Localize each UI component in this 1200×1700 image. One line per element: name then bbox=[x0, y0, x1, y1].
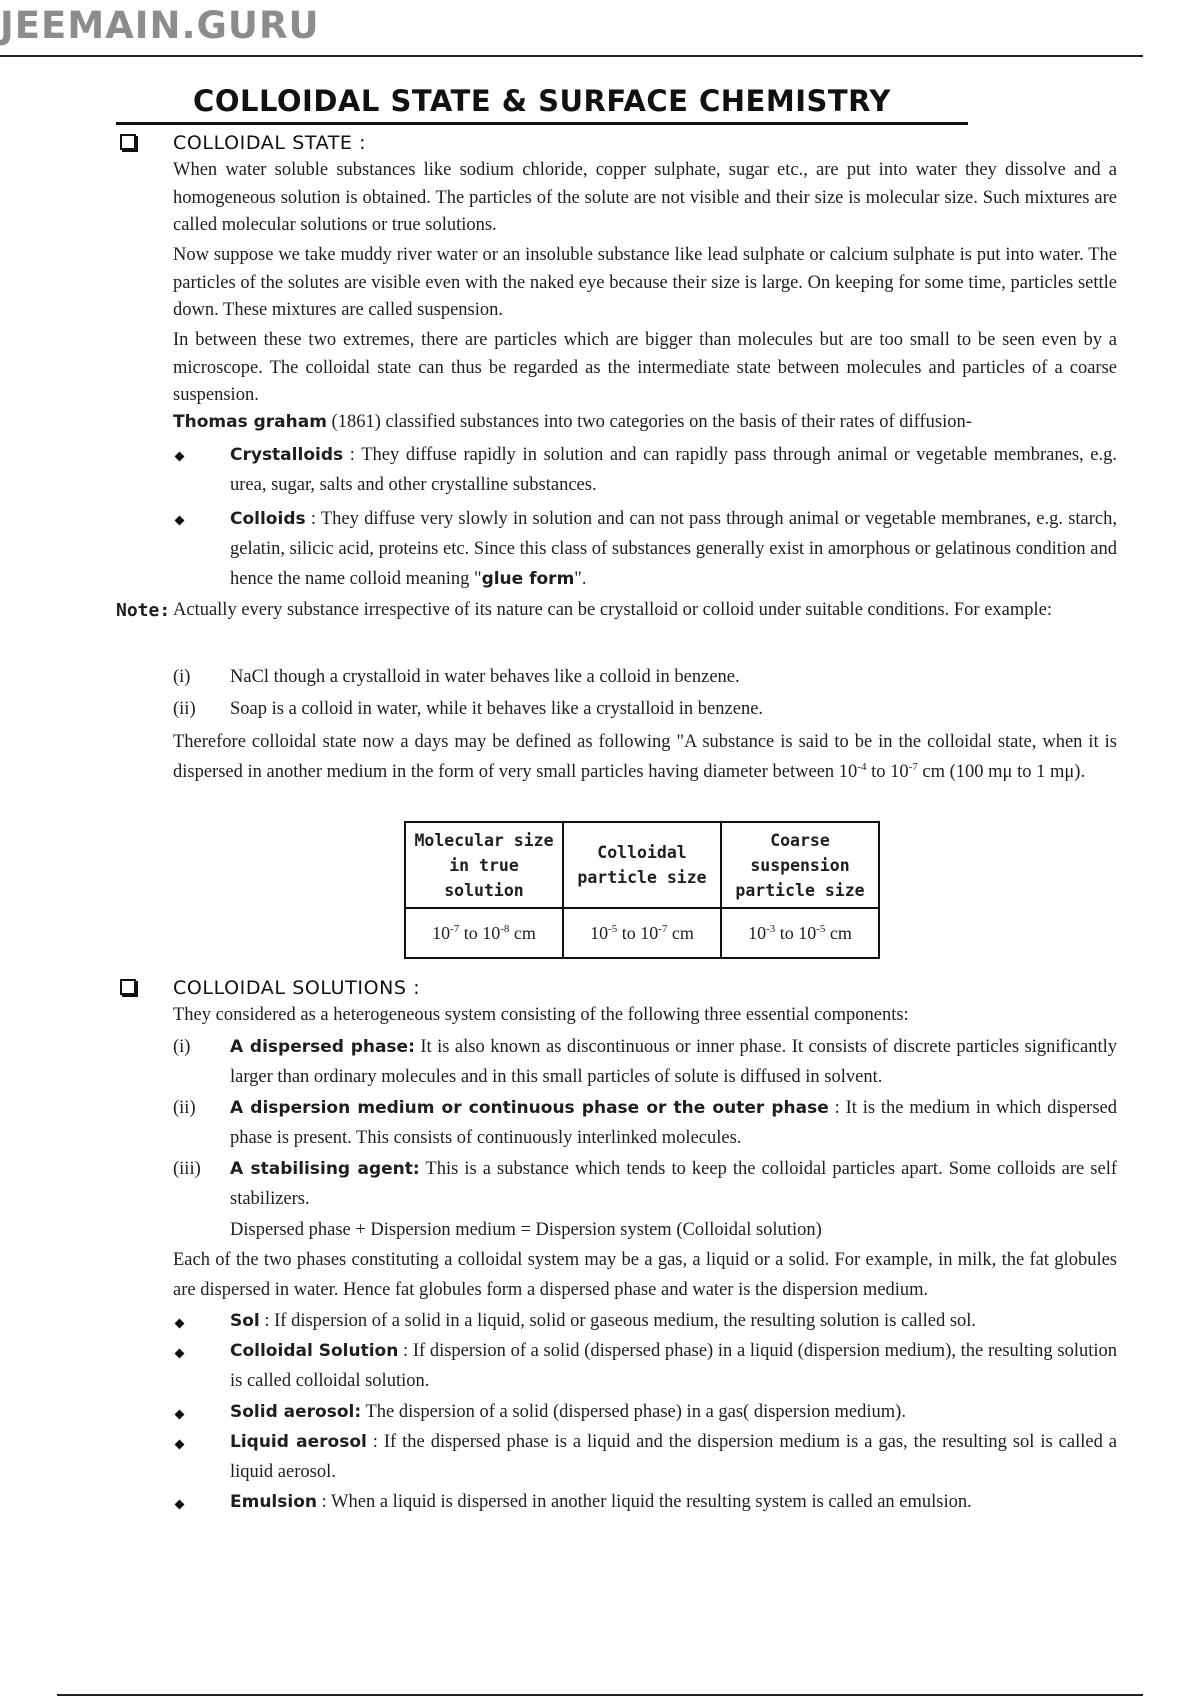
bullet-icon bbox=[175, 1440, 185, 1450]
exponent: -4 bbox=[857, 760, 867, 773]
component-stabilising-agent bbox=[230, 1154, 1117, 1214]
emulsion-text: : When a liquid is dispersed in another liquid the resulting system is called an emulsion. bbox=[316, 1492, 972, 1512]
component-term: A stabilising agent: bbox=[230, 1159, 420, 1179]
bullet-crystalloids bbox=[230, 440, 1117, 500]
table-header-cell: Colloidal particle size bbox=[563, 822, 721, 908]
component-number: (ii) bbox=[173, 1098, 196, 1118]
colloids-text-end: ". bbox=[574, 569, 587, 589]
header-rule bbox=[0, 55, 1143, 57]
bullet-icon bbox=[175, 1319, 185, 1329]
paragraph-two-phases: Each of the two phases constituting a colloidal system may be a gas, a liquid or a solid. For example, in milk, the fat globules are dispersed in water. Hence fat globules form a dispersed phase and water is the dispersion medium. bbox=[173, 1250, 1117, 1300]
bullet-icon bbox=[175, 452, 185, 462]
table-header-row bbox=[405, 822, 879, 908]
title-underline bbox=[116, 122, 968, 125]
section-heading-colloidal-state: COLLOIDAL STATE : bbox=[173, 132, 367, 154]
bullet-icon bbox=[175, 516, 185, 526]
term-crystalloids: Crystalloids bbox=[230, 445, 344, 465]
term-colloids: Colloids bbox=[230, 509, 306, 529]
bullet-icon bbox=[175, 1500, 185, 1510]
component-number: (i) bbox=[173, 1037, 191, 1057]
definition-text: Therefore colloidal state now a days may be defined as following "A substance is said to be in the colloidal state, when it is dispersed in another medium in the form of very small particles having diameter between 10 bbox=[173, 732, 1117, 782]
paragraph-true-solutions: When water soluble substances like sodium chloride, copper sulphate, sugar etc., are put into water they dissolve and a homogeneous solution is obtained. The particles of the solute are not visible and their size is molecular size. Such mixtures are called molecular solutions or true solutions. bbox=[173, 160, 1117, 235]
liquid-aerosol-text: : If the dispersed phase is a liquid and the dispersion medium is a gas, the resulting sol is called a liquid aerosol. bbox=[230, 1432, 1117, 1482]
component-text: This is a substance which tends to keep the colloidal particles apart. Some colloids are self stabilizers. bbox=[230, 1159, 1117, 1209]
bullet-icon bbox=[175, 1349, 185, 1359]
component-text: It is also known as discontinuous or inner phase. It consists of discrete particles significantly larger than ordinary molecules and in this small particles of solute is diffused in solvent. bbox=[230, 1037, 1117, 1087]
component-text: : It is the medium in which dispersed phase is present. This consists of continuously interlinked molecules. bbox=[230, 1098, 1117, 1148]
footer-rule bbox=[57, 1694, 1143, 1696]
term-colloidal-solution: Colloidal Solution bbox=[230, 1341, 399, 1361]
site-logo: JEEMAIN.GURU bbox=[0, 4, 320, 47]
component-term: A dispersion medium or continuous phase or the outer phase bbox=[230, 1098, 829, 1118]
section-heading-colloidal-solutions: COLLOIDAL SOLUTIONS : bbox=[173, 977, 421, 999]
component-number: (iii) bbox=[173, 1159, 201, 1179]
note-item-number: (ii) bbox=[173, 699, 196, 719]
bullet-colloids bbox=[230, 504, 1117, 594]
graham-text: (1861) classified substances into two categories on the basis of their rates of diffusion- bbox=[326, 412, 972, 432]
term-sol: Sol bbox=[230, 1311, 260, 1331]
section-checkbox-icon bbox=[120, 979, 136, 995]
exponent: -7 bbox=[908, 760, 918, 773]
page-title: COLLOIDAL STATE & SURFACE CHEMISTRY bbox=[193, 84, 891, 118]
bullet-emulsion bbox=[230, 1487, 1117, 1517]
definition-end: cm (100 mμ to 1 mμ). bbox=[917, 762, 1086, 782]
term-liquid-aerosol: Liquid aerosol bbox=[230, 1432, 367, 1452]
paragraph-components-intro: They considered as a heterogeneous system consisting of the following three essential components: bbox=[173, 1005, 909, 1025]
crystalloids-text: : They diffuse rapidly in solution and can rapidly pass through animal or vegetable membranes, e.g. urea, sugar, salts and other crystalline substances. bbox=[230, 445, 1117, 495]
graham-name: Thomas graham bbox=[173, 412, 327, 432]
table-cell: $10^{-5}$ to $10^{-7}$ cm bbox=[563, 908, 721, 958]
bullet-icon bbox=[175, 1410, 185, 1420]
colloids-text: : They diffuse very slowly in solution and can not pass through animal or vegetable membranes, e.g. starch, gelatin, silicic acid, proteins etc. Since this class of substances generally exist in amorphous or gelatinous condition and hence the name colloid meaning " bbox=[230, 509, 1117, 589]
table-header-cell: Coarse suspension particle size bbox=[721, 822, 879, 908]
table-row bbox=[405, 908, 879, 958]
sol-text: : If dispersion of a solid in a liquid, solid or gaseous medium, the resulting solution is called sol. bbox=[259, 1311, 977, 1331]
table-header-cell: Molecular size in true solution bbox=[405, 822, 563, 908]
definition-mid: to 10 bbox=[866, 762, 909, 782]
bullet-colloidal-solution bbox=[230, 1336, 1117, 1396]
solid-aerosol-text: The dispersion of a solid (dispersed phase) in a gas( dispersion medium). bbox=[361, 1402, 906, 1422]
paragraph-definition bbox=[173, 727, 1117, 787]
component-term: A dispersed phase: bbox=[230, 1037, 415, 1057]
glue-form: glue form bbox=[481, 569, 575, 589]
term-solid-aerosol: Solid aerosol: bbox=[230, 1402, 362, 1422]
bullet-liquid-aerosol bbox=[230, 1427, 1117, 1487]
note-text: Actually every substance irrespective of its nature can be crystalloid or colloid under suitable conditions. For example: bbox=[173, 600, 1052, 620]
note-item-soap: Soap is a colloid in water, while it behaves like a crystalloid in benzene. bbox=[230, 699, 764, 719]
paragraph-suspension: Now suppose we take muddy river water or an insoluble substance like lead sulphate or calcium sulphate is put into water. The particles of the solutes are visible even with the naked eye because their size is large. On keeping for some time, particles settle down. These mixtures are called suspension. bbox=[173, 245, 1117, 320]
bullet-solid-aerosol bbox=[230, 1397, 1117, 1427]
note-label: Note: bbox=[116, 600, 171, 621]
note-item-nacl: NaCl though a crystalloid in water behaves like a colloid in benzene. bbox=[230, 667, 740, 687]
paragraph-thomas-graham bbox=[173, 409, 1117, 437]
colloidal-solution-text: : If dispersion of a solid (dispersed phase) in a liquid (dispersion medium), the resulting solution is called colloidal solution. bbox=[230, 1341, 1117, 1391]
equation-dispersion-system: Dispersed phase + Dispersion medium = Dispersion system (Colloidal solution) bbox=[230, 1220, 822, 1240]
term-emulsion: Emulsion bbox=[230, 1492, 317, 1512]
component-dispersion-medium bbox=[230, 1093, 1117, 1153]
paragraph-intermediate-state: In between these two extremes, there are particles which are bigger than molecules but are too small to be seen even by a microscope. The colloidal state can thus be regarded as the intermediate state between molecules and particles of a coarse suspension. bbox=[173, 330, 1117, 405]
particle-size-table bbox=[404, 821, 880, 959]
bullet-sol bbox=[230, 1306, 1117, 1336]
section-checkbox-icon bbox=[120, 134, 136, 150]
table-cell: $10^{-7}$ to $10^{-8}$ cm bbox=[405, 908, 563, 958]
note-item-number: (i) bbox=[173, 667, 191, 687]
component-dispersed-phase bbox=[230, 1032, 1117, 1092]
table-cell: $10^{-3}$ to $10^{-5}$ cm bbox=[721, 908, 879, 958]
